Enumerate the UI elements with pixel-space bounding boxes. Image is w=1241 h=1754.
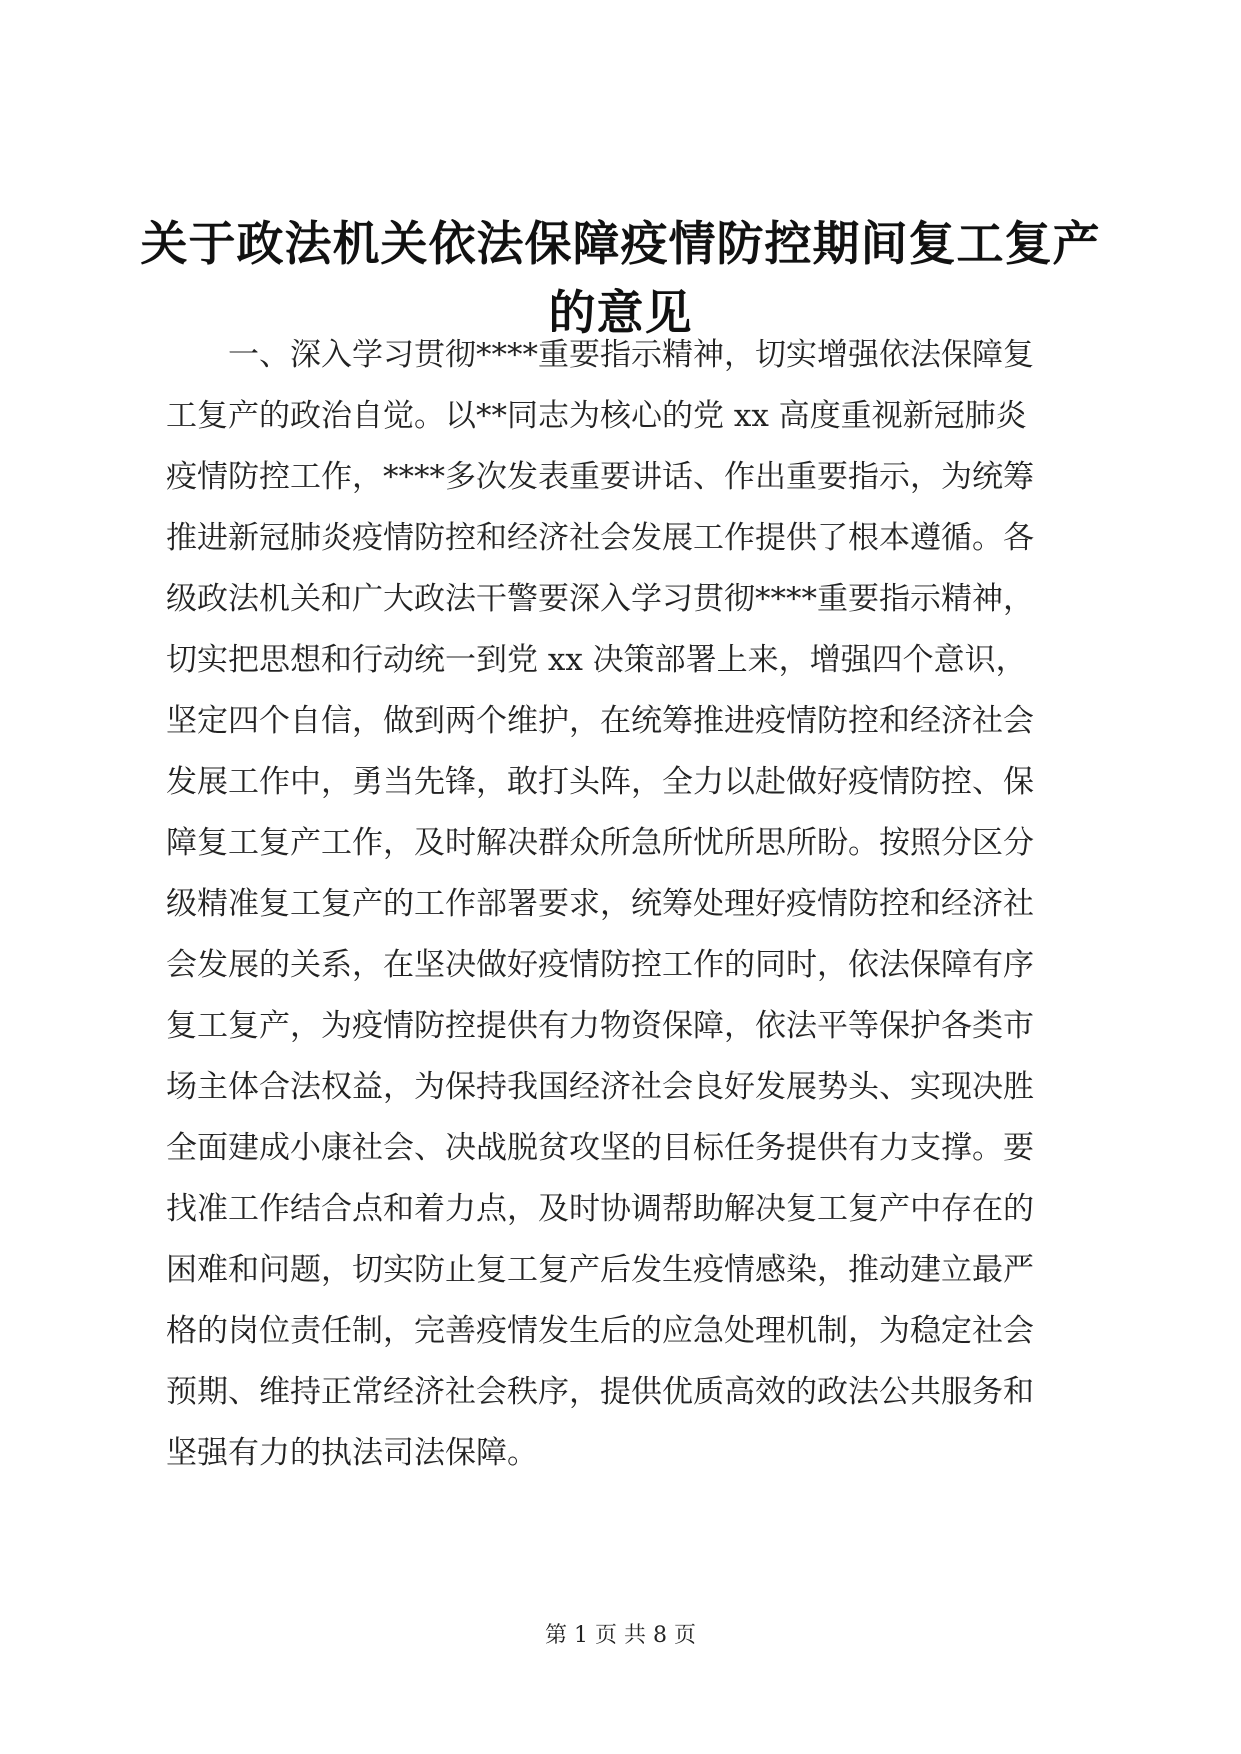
body-line: 级政法机关和广大政法干警要深入学习贯彻****重要指示精神， xyxy=(166,581,1034,617)
body-line: 困难和问题，切实防止复工复产后发生疫情感染，推动建立最严 xyxy=(166,1252,1034,1288)
body-line: 复工复产，为疫情防控提供有力物资保障，依法平等保护各类市 xyxy=(166,1008,1034,1044)
page-number-footer: 第 1 页 共 8 页 xyxy=(545,1623,696,1648)
body-line: 工复产的政治自觉。以**同志为核心的党 xx 高度重视新冠肺炎 xyxy=(166,398,1027,434)
body-line: 坚强有力的执法司法保障。 xyxy=(166,1435,538,1471)
body-line: 预期、维持正常经济社会秩序，提供优质高效的政法公共服务和 xyxy=(166,1374,1034,1410)
document-title-line-1: 关于政法机关依法保障疫情防控期间复工复产 xyxy=(140,217,1101,272)
body-line: 一、深入学习贯彻****重要指示精神，切实增强依法保障复 xyxy=(166,337,1034,373)
body-line: 坚定四个自信，做到两个维护，在统筹推进疫情防控和经济社会 xyxy=(166,703,1034,739)
body-line: 级精准复工复产的工作部署要求，统筹处理好疫情防控和经济社 xyxy=(166,886,1034,922)
body-line: 找准工作结合点和着力点，及时协调帮助解决复工复产中存在的 xyxy=(166,1191,1034,1227)
body-line: 全面建成小康社会、决战脱贫攻坚的目标任务提供有力支撑。要 xyxy=(166,1130,1034,1166)
body-line: 发展工作中，勇当先锋，敢打头阵，全力以赴做好疫情防控、保 xyxy=(166,764,1034,800)
body-line: 场主体合法权益，为保持我国经济社会良好发展势头、实现决胜 xyxy=(166,1069,1034,1105)
body-line: 推进新冠肺炎疫情防控和经济社会发展工作提供了根本遵循。各 xyxy=(166,520,1034,556)
body-line: 格的岗位责任制，完善疫情发生后的应急处理机制，为稳定社会 xyxy=(166,1313,1034,1349)
document-title-line-2: 的意见 xyxy=(548,286,693,341)
body-line: 切实把思想和行动统一到党 xx 决策部署上来，增强四个意识， xyxy=(166,642,1027,678)
body-line: 障复工复产工作，及时解决群众所急所忧所思所盼。按照分区分 xyxy=(166,825,1034,861)
body-line: 会发展的关系，在坚决做好疫情防控工作的同时，依法保障有序 xyxy=(166,947,1034,983)
body-line: 疫情防控工作，****多次发表重要讲话、作出重要指示，为统筹 xyxy=(166,459,1034,495)
